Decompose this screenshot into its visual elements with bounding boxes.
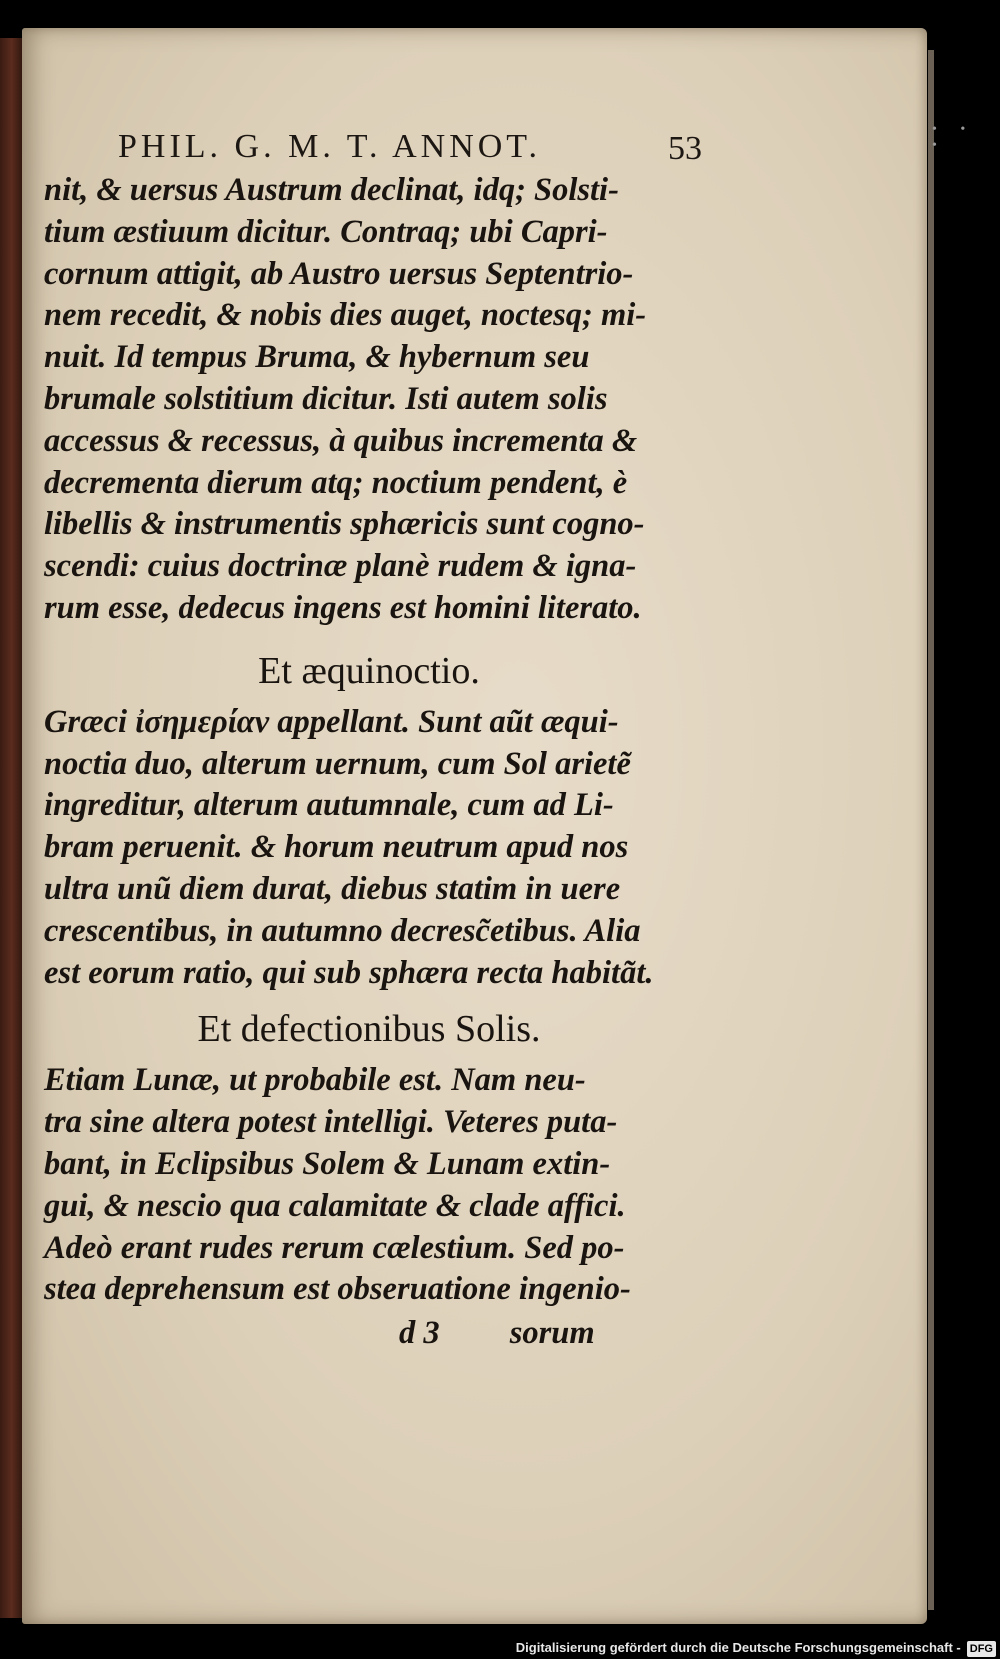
attribution-bar bbox=[0, 1637, 1000, 1659]
text-line: stea deprehensum est obseruatione ingenio- bbox=[44, 1271, 631, 1308]
attribution-text: Digitalisierung gefördert durch die Deutsche Forschungsgemeinschaft - bbox=[515, 1640, 961, 1655]
running-head: PHIL. G. M. T. ANNOT. bbox=[118, 128, 542, 165]
section-heading: Et æquinoctio. bbox=[258, 649, 480, 692]
text-line: bram peruenit. & horum neutrum apud nos bbox=[44, 829, 629, 866]
section-heading: Et defectionibus Solis. bbox=[197, 1008, 541, 1051]
text-line: tium æstiuum dicitur. Contraq; ubi Capri- bbox=[44, 213, 608, 250]
signature-line bbox=[399, 1313, 694, 1355]
catchword: sorum bbox=[509, 1315, 595, 1352]
text-line: ingreditur, alterum autumnale, cum ad Li- bbox=[44, 787, 614, 824]
page-edge bbox=[928, 50, 934, 1610]
text-line: noctia duo, alterum uernum, cum Sol arietẽ bbox=[44, 745, 631, 782]
text-line: libellis & instrumentis sphæricis sunt cogno- bbox=[44, 506, 645, 543]
text-line: cornum attigit, ab Austro uersus Septentrio- bbox=[44, 255, 634, 292]
text-line: est eorum ratio, qui sub sphæra recta habitãt. bbox=[44, 954, 654, 991]
text-block bbox=[44, 170, 694, 1355]
text-line: tra sine altera potest intelligi. Veteres puta- bbox=[44, 1104, 618, 1141]
text-line: rum esse, dedecus ingens est homini literato. bbox=[44, 589, 642, 626]
page-number: 53 bbox=[668, 130, 702, 167]
dfg-logo-icon: DFG bbox=[967, 1641, 996, 1657]
text-line: accessus & recessus, à quibus incrementa & bbox=[44, 422, 638, 459]
text-line: nuit. Id tempus Bruma, & hybernum seu bbox=[44, 339, 590, 376]
text-line: bant, in Eclipsibus Solem & Lunam extin- bbox=[44, 1145, 611, 1182]
text-line: ultra unũ diem durat, diebus statim in uere bbox=[44, 870, 621, 907]
edge-marks: • • • bbox=[932, 122, 976, 153]
text-line: nem recedit, & nobis dies auget, noctesq; mi- bbox=[44, 297, 647, 334]
text-line: brumale solstitium dicitur. Isti autem solis bbox=[44, 380, 608, 417]
signature-mark: d 3 bbox=[399, 1315, 440, 1352]
text-line: decrementa dierum atq; noctium pendent, è bbox=[44, 464, 628, 501]
text-line: Adeò erant rudes rerum cælestium. Sed po- bbox=[44, 1229, 625, 1266]
text-line: Etiam Lunæ, ut probabile est. Nam neu- bbox=[44, 1062, 586, 1099]
text-line: nit, & uersus Austrum declinat, idq; Solsti- bbox=[44, 172, 619, 208]
text-line: gui, & nescio qua calamitate & clade affici. bbox=[44, 1187, 626, 1224]
text-line: scendi: cuius doctrinæ planè rudem & igna- bbox=[44, 548, 637, 585]
text-line: crescentibus, in autumno decresc̃etibus. Alia bbox=[44, 912, 641, 949]
text-line: Græci ἰσημερίαν appellant. Sunt aũt æqui- bbox=[44, 703, 619, 740]
